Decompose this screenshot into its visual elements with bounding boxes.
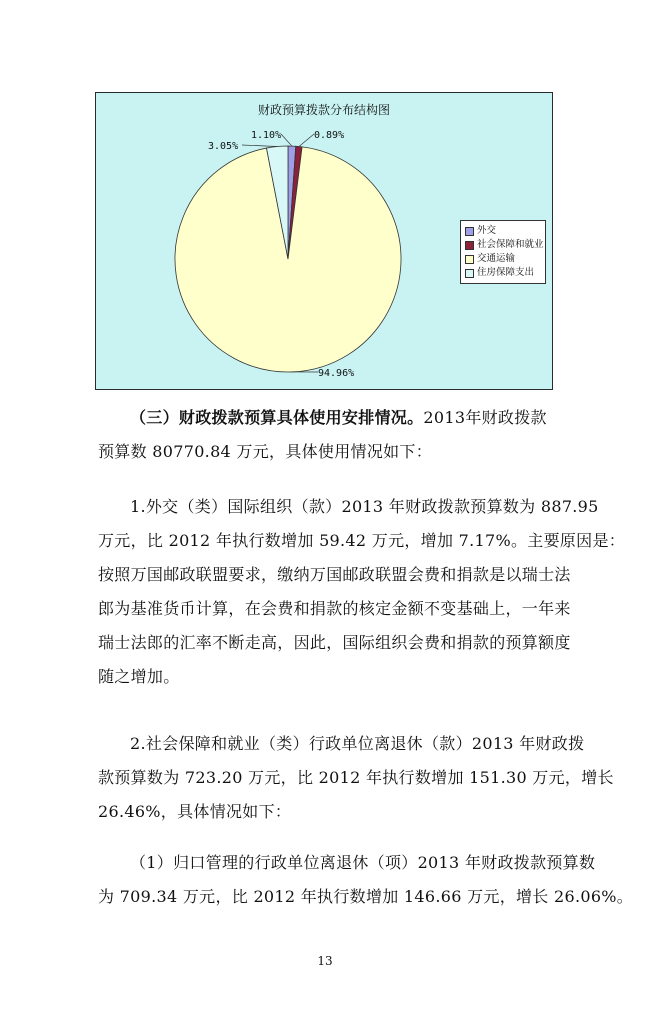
legend-label: 住房保障支出 (477, 267, 535, 278)
section-3-paragraph (98, 401, 572, 469)
item-1-paragraph (98, 490, 626, 694)
item-2-1-line: 为 709.34 万元，比 2012 年执行数增加 146.66 万元，增长 26.06%。 (98, 887, 634, 906)
legend-item-jiaotong (465, 252, 541, 266)
data-label: 0.89% (314, 130, 345, 141)
chart-legend (460, 220, 546, 284)
page-number: 13 (317, 954, 333, 968)
item-1-line: 万元，比 2012 年执行数增加 59.42 万元，增加 7.17%。主要原因是： (98, 531, 626, 550)
legend-label: 交通运输 (477, 253, 516, 264)
item-2-line: 款预算数为 723.20 万元，比 2012 年执行数增加 151.30 万元，增长 (98, 768, 614, 787)
legend-item-shehuibaozhang (465, 238, 544, 252)
label-leader-line (281, 134, 292, 146)
data-label: 94.96% (318, 368, 355, 379)
legend-swatch (465, 255, 474, 264)
data-label: 1.10% (251, 130, 282, 141)
legend-swatch (465, 227, 474, 236)
item-1-line: 瑞士法郎的汇率不断走高，因此，国际组织会费和捐款的预算额度 (98, 633, 571, 652)
item-1-line: 随之增加。 (98, 667, 180, 686)
pie-chart (95, 92, 553, 390)
chart-title: 财政预算拨款分布结构图 (257, 103, 390, 117)
label-leader-line (242, 145, 277, 147)
legend-swatch (465, 241, 474, 250)
section-3-line-2: 预算数 80770.84 万元，具体使用情况如下： (98, 442, 433, 461)
item-1-line: 1.外交（类）国际组织（款）2013 年财政拨款预算数为 887.95 (130, 497, 599, 516)
label-leader-line (299, 134, 314, 147)
item-2-1-line: （1）归口管理的行政单位离退休（项）2013 年财政拨款预算数 (130, 853, 596, 872)
item-2-line: 2.社会保障和就业（类）行政单位离退休（款）2013 年财政拨 (130, 734, 585, 753)
item-2-1-paragraph (98, 846, 634, 914)
item-2-paragraph (98, 727, 614, 829)
section-3-line-1 (98, 401, 572, 435)
legend-item-waijiao (465, 224, 541, 238)
legend-label: 社会保障和就业 (477, 239, 544, 250)
section-3-heading: （三）财政拨款预算具体使用安排情况。 (130, 408, 424, 427)
item-1-line: 按照万国邮政联盟要求，缴纳万国邮政联盟会费和捐款是以瑞士法 (98, 565, 571, 584)
section-3-text: 2013年财政拨款 (423, 408, 547, 427)
legend-swatch (465, 269, 474, 278)
legend-item-zhufang (465, 266, 541, 280)
legend-label: 外交 (477, 225, 497, 236)
item-1-line: 郎为基准货币计算，在会费和捐款的核定金额不变基础上，一年来 (98, 599, 571, 618)
data-label: 3.05% (208, 141, 239, 152)
item-2-line: 26.46%，具体情况如下： (98, 802, 292, 821)
